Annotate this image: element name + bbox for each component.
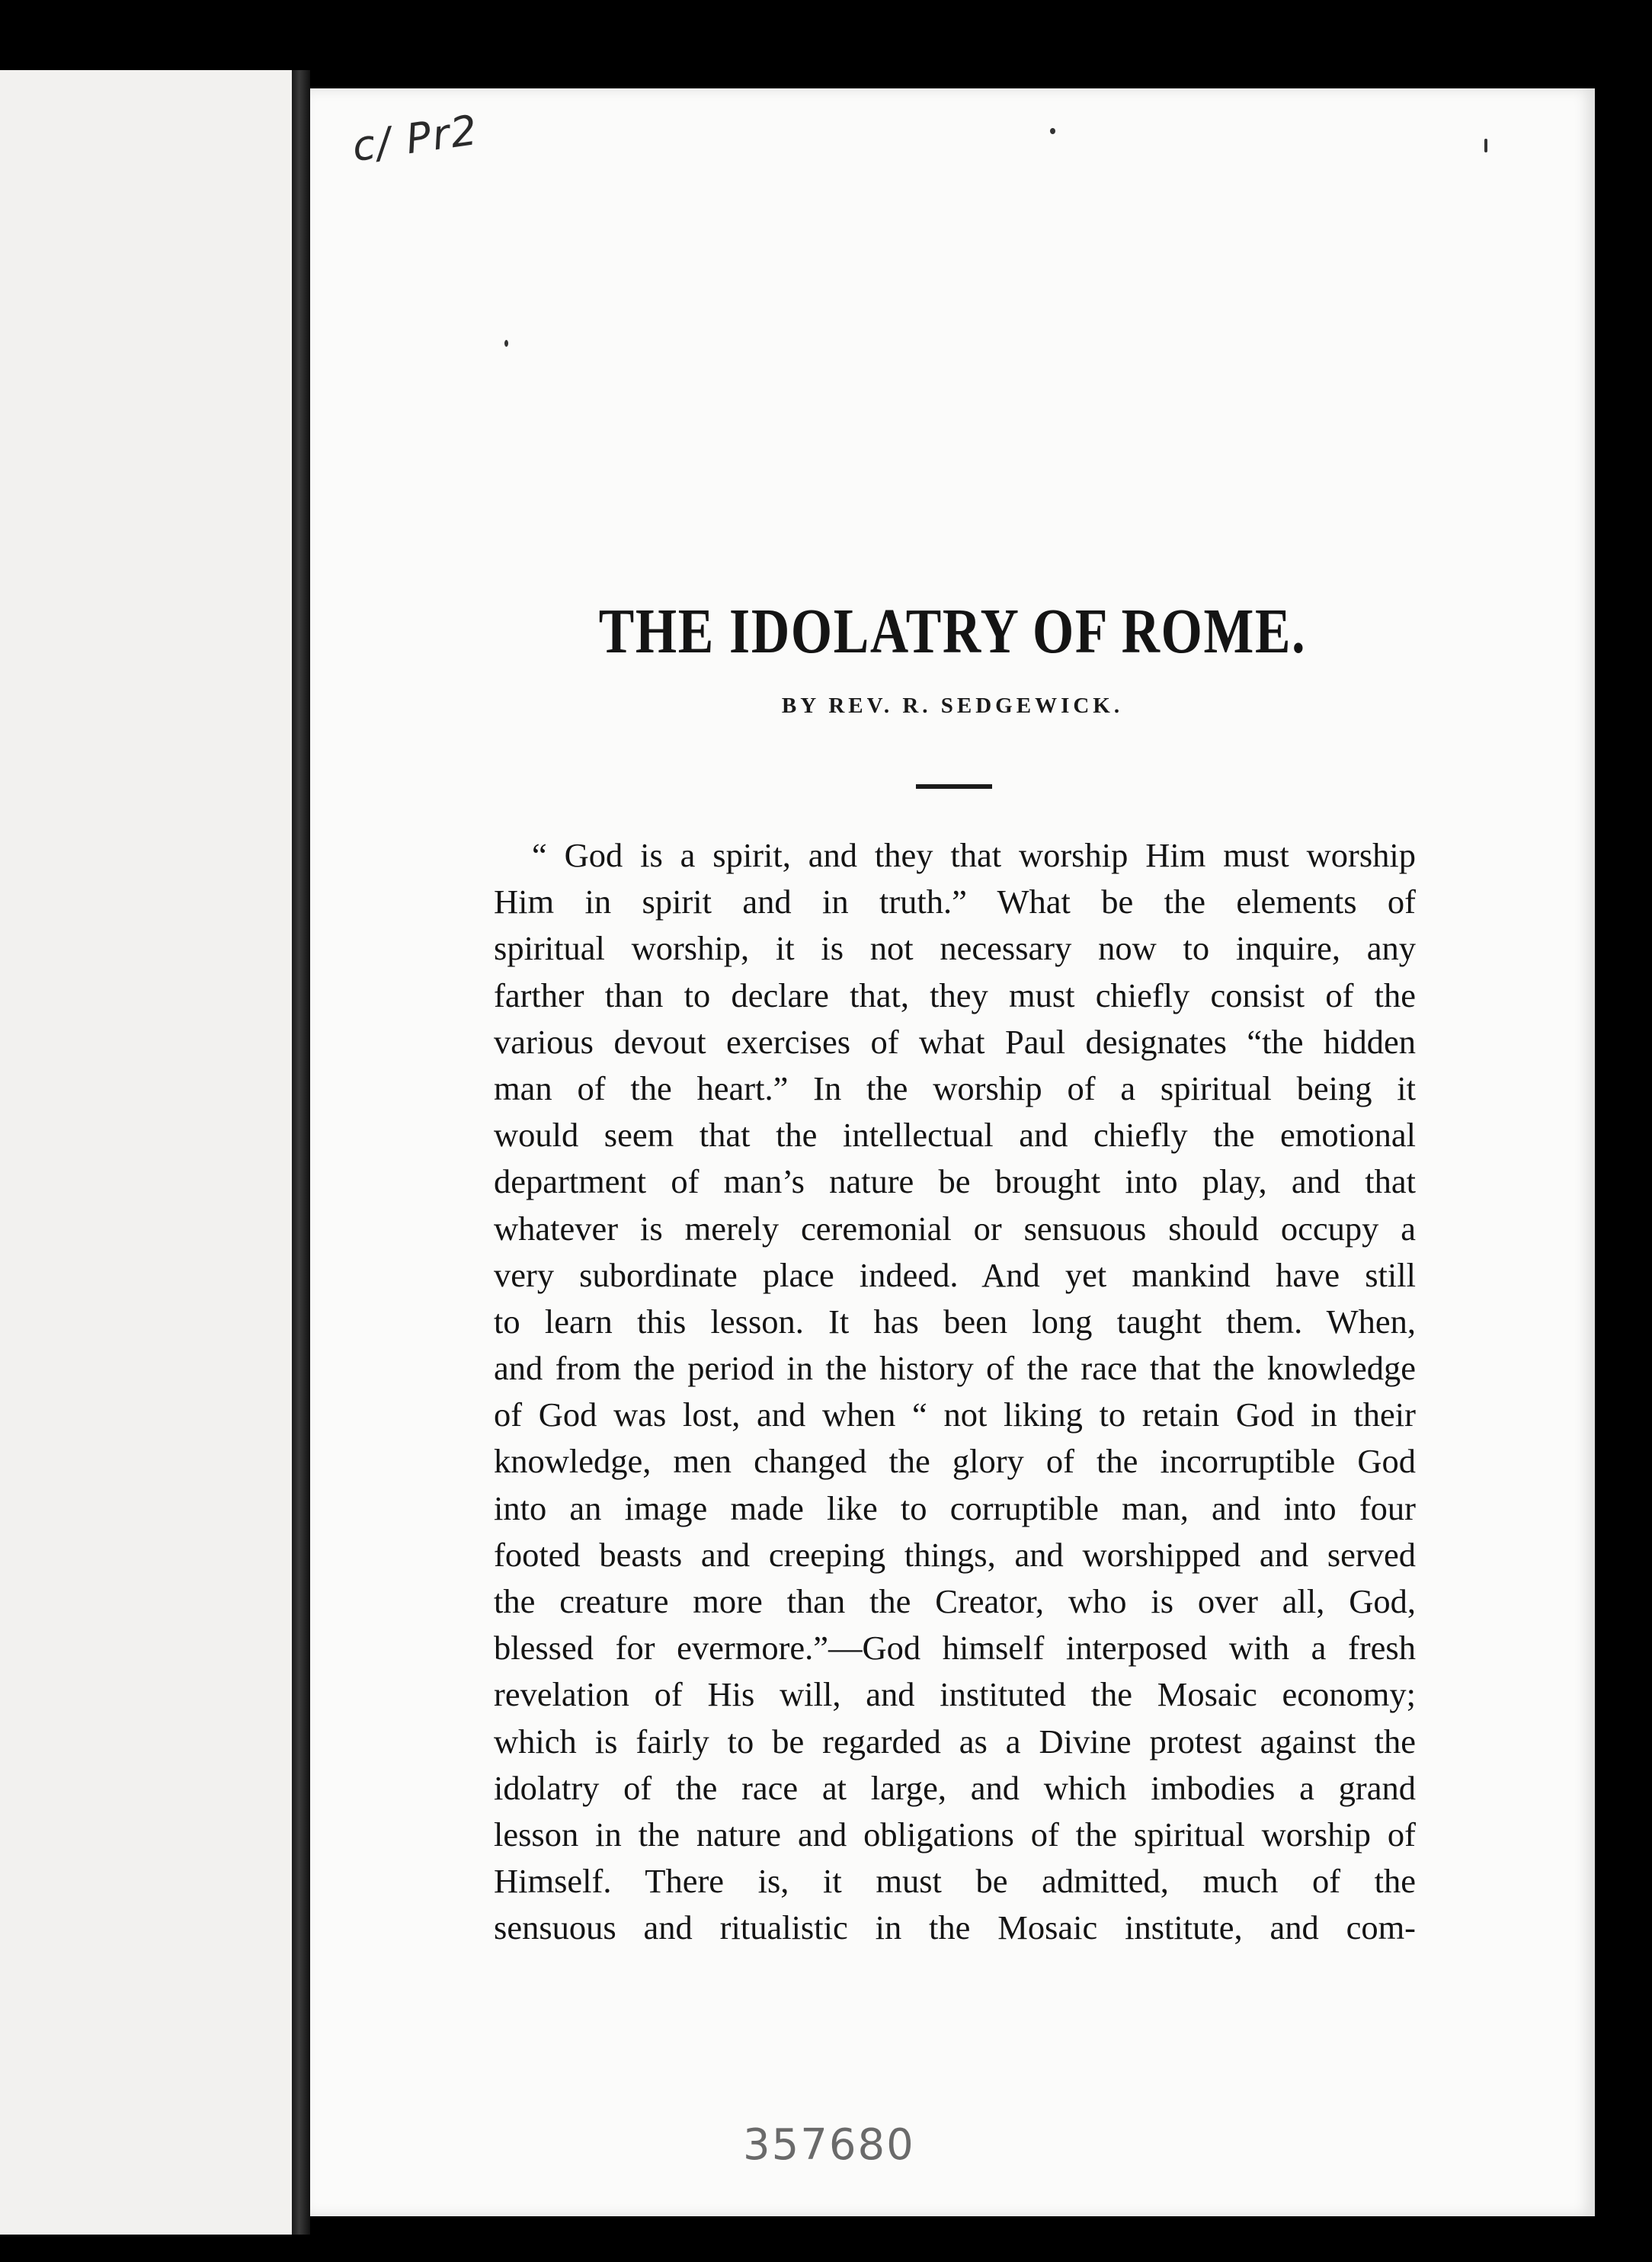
- text-line: very subordinate place indeed. And yet mankind have still: [494, 1255, 1416, 1294]
- text-line: into an image made like to corruptible man, and into four: [494, 1488, 1416, 1527]
- print-speck: [504, 340, 508, 347]
- text-line: the creature more than the Creator, who is over all, God,: [494, 1582, 1416, 1620]
- text-line: Him in spirit and in truth.” What be the elements of: [494, 883, 1416, 921]
- text-line: footed beasts and creeping things, and worshipped and served: [494, 1535, 1416, 1574]
- text-line: lesson in the nature and obligations of the spiritual worship of: [494, 1815, 1416, 1853]
- text-line: idolatry of the race at large, and which imbodies a grand: [494, 1768, 1416, 1807]
- text-line: and from the period in the history of the race that the knowledge: [494, 1349, 1416, 1388]
- text-line: various devout exercises of what Paul designates “the hidden: [494, 1022, 1416, 1061]
- text-line: to learn this lesson. It has been long taught them. When,: [494, 1302, 1416, 1341]
- text-line: blessed for evermore.”—God himself interposed with a fresh: [494, 1629, 1416, 1668]
- accession-number: 357680: [743, 2120, 915, 2170]
- page-title: THE IDOLATRY OF ROME.: [598, 596, 1307, 667]
- print-speck: [1050, 128, 1055, 134]
- author-byline: BY REV. R. SEDGEWICK.: [781, 694, 1124, 718]
- facing-page: [0, 70, 292, 2235]
- text-line: man of the heart.” In the worship of a spiritual being it: [494, 1069, 1416, 1107]
- title-divider: [916, 784, 992, 789]
- text-line: knowledge, men changed the glory of the incorruptible God: [494, 1442, 1416, 1481]
- text-line: sensuous and ritualistic in the Mosaic institute, and com-: [494, 1908, 1416, 1947]
- text-line: of God was lost, and when “ not liking to retain God in their: [494, 1395, 1416, 1434]
- text-line: Himself. There is, it must be admitted, much of the: [494, 1862, 1416, 1901]
- text-line: department of man’s nature be brought into play, and that: [494, 1162, 1416, 1201]
- print-speck: [1484, 139, 1487, 152]
- handwritten-note: c/ Pr2: [349, 105, 482, 171]
- text-line: revelation of His will, and instituted the Mosaic economy;: [494, 1675, 1416, 1714]
- text-line: spiritual worship, it is not necessary now to inquire, any: [494, 929, 1416, 968]
- text-line: whatever is merely ceremonial or sensuous should occupy a: [494, 1209, 1416, 1248]
- book-gutter: [292, 70, 310, 2235]
- body-text: [494, 832, 1416, 1952]
- text-line: which is fairly to be regarded as a Divine protest against the: [494, 1722, 1416, 1761]
- text-line: farther than to declare that, they must chiefly consist of the: [494, 976, 1416, 1014]
- text-line: would seem that the intellectual and chiefly the emotional: [494, 1116, 1416, 1155]
- text-line: “ God is a spirit, and they that worship Him must worship: [532, 836, 1416, 874]
